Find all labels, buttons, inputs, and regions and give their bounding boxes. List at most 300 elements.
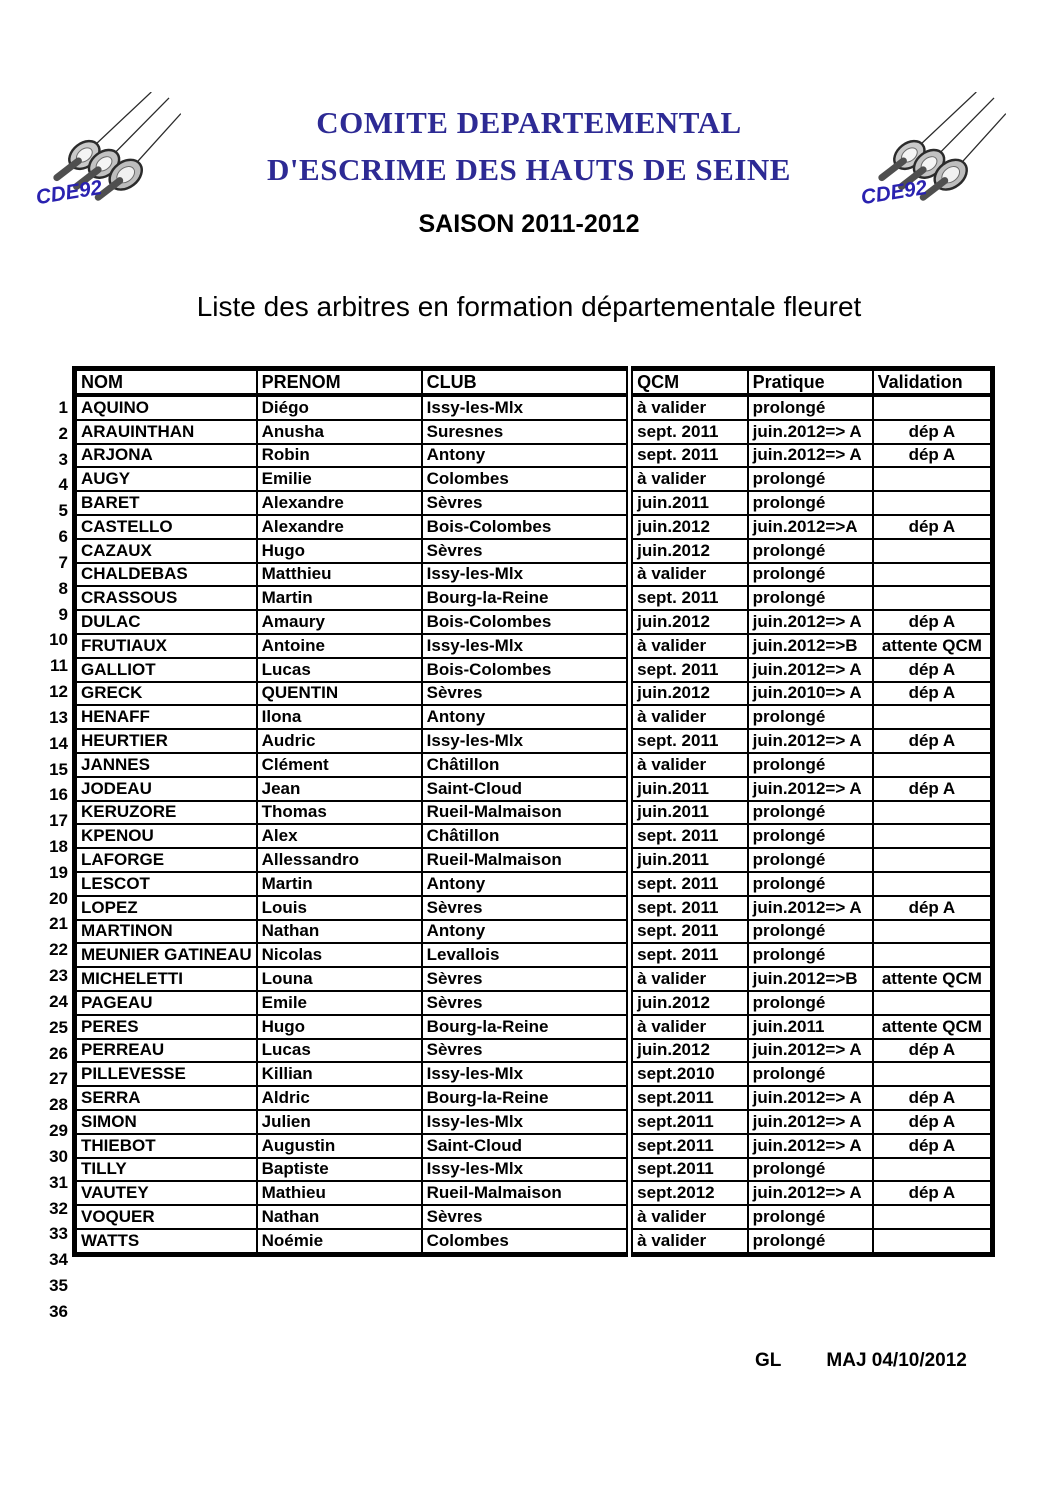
- cell-prenom: Louis: [257, 896, 422, 920]
- cell-validation: [873, 491, 993, 515]
- cell-qcm: sept. 2011: [630, 920, 748, 944]
- cell-prenom: Emile: [257, 991, 422, 1015]
- cell-club: Antony: [422, 920, 630, 944]
- column-header-validation: Validation: [873, 369, 993, 396]
- cell-pratique: prolongé: [748, 943, 873, 967]
- row-number: 18: [49, 836, 68, 856]
- cell-qcm: sept.2011: [630, 1110, 748, 1134]
- cell-qcm: sept. 2011: [630, 658, 748, 682]
- cell-validation: [873, 920, 993, 944]
- table-row: [75, 1086, 993, 1110]
- footer: [755, 1350, 967, 1372]
- table-row: [75, 896, 993, 920]
- cell-validation: [873, 539, 993, 563]
- cell-nom: GALLIOT: [75, 658, 257, 682]
- footer-initials: GL: [755, 1350, 782, 1371]
- cell-prenom: Martin: [257, 872, 422, 896]
- cell-nom: VOQUER: [75, 1205, 257, 1229]
- cell-club: Rueil-Malmaison: [422, 848, 630, 872]
- cell-qcm: juin.2012: [630, 1039, 748, 1063]
- cell-validation: [873, 563, 993, 587]
- cell-club: Colombes: [422, 1229, 630, 1254]
- table-row: [75, 395, 993, 420]
- cell-validation: [873, 1062, 993, 1086]
- cell-club: Antony: [422, 872, 630, 896]
- column-header-pratique: Pratique: [748, 369, 873, 396]
- table-row: [75, 515, 993, 539]
- cell-prenom: Amaury: [257, 610, 422, 634]
- table-row: [75, 1039, 993, 1063]
- table-row: [75, 586, 993, 610]
- cell-prenom: Killian: [257, 1062, 422, 1086]
- row-number: 8: [58, 578, 68, 598]
- cell-pratique: prolongé: [748, 872, 873, 896]
- row-number: 16: [49, 785, 68, 805]
- cell-qcm: sept. 2011: [630, 444, 748, 468]
- cell-club: Issy-les-Mlx: [422, 634, 630, 658]
- table-row: [75, 967, 993, 991]
- cell-club: Bois-Colombes: [422, 658, 630, 682]
- cell-validation: dép A: [873, 896, 993, 920]
- cell-nom: BARET: [75, 491, 257, 515]
- cell-qcm: sept.2011: [630, 1086, 748, 1110]
- cell-pratique: prolongé: [748, 395, 873, 420]
- cell-prenom: Antoine: [257, 634, 422, 658]
- row-numbers: [10, 366, 70, 1325]
- cell-pratique: juin.2012=> A: [748, 444, 873, 468]
- cell-prenom: Anusha: [257, 420, 422, 444]
- cell-pratique: juin.2012=> A: [748, 777, 873, 801]
- cell-club: Rueil-Malmaison: [422, 1181, 630, 1205]
- cell-qcm: à valider: [630, 1015, 748, 1039]
- row-number: 14: [49, 733, 68, 753]
- cell-nom: PAGEAU: [75, 991, 257, 1015]
- cell-nom: GRECK: [75, 682, 257, 706]
- cell-club: Sèvres: [422, 1205, 630, 1229]
- cell-qcm: juin.2011: [630, 801, 748, 825]
- cell-prenom: Louna: [257, 967, 422, 991]
- cell-pratique: prolongé: [748, 1158, 873, 1182]
- cell-qcm: à valider: [630, 395, 748, 420]
- cell-validation: [873, 753, 993, 777]
- cell-club: Issy-les-Mlx: [422, 395, 630, 420]
- row-number: 28: [49, 1095, 68, 1115]
- table-row: [75, 1205, 993, 1229]
- row-number: 36: [49, 1301, 68, 1321]
- table-row: [75, 1158, 993, 1182]
- cell-prenom: Hugo: [257, 539, 422, 563]
- cell-qcm: sept. 2011: [630, 729, 748, 753]
- cell-qcm: à valider: [630, 705, 748, 729]
- cell-prenom: Alexandre: [257, 491, 422, 515]
- cell-prenom: Augustin: [257, 1134, 422, 1158]
- cell-nom: CHALDEBAS: [75, 563, 257, 587]
- cde92-logo-label: CDE92: [34, 176, 104, 210]
- row-number: 23: [49, 966, 68, 986]
- row-number: 24: [49, 991, 68, 1011]
- cell-validation: [873, 467, 993, 491]
- cell-prenom: Alex: [257, 824, 422, 848]
- table-row: [75, 705, 993, 729]
- cell-nom: PERREAU: [75, 1039, 257, 1063]
- row-number: 9: [58, 604, 68, 624]
- cell-prenom: Robin: [257, 444, 422, 468]
- cell-nom: JANNES: [75, 753, 257, 777]
- cell-validation: dép A: [873, 1134, 993, 1158]
- cell-validation: [873, 943, 993, 967]
- cell-qcm: sept. 2011: [630, 943, 748, 967]
- cell-qcm: sept. 2011: [630, 586, 748, 610]
- cell-club: Châtillon: [422, 753, 630, 777]
- cell-qcm: juin.2012: [630, 682, 748, 706]
- cell-qcm: à valider: [630, 753, 748, 777]
- cell-club: Sèvres: [422, 539, 630, 563]
- row-number: 34: [49, 1250, 68, 1270]
- cell-prenom: Lucas: [257, 1039, 422, 1063]
- cell-club: Bois-Colombes: [422, 515, 630, 539]
- cell-nom: ARAUINTHAN: [75, 420, 257, 444]
- cell-nom: LAFORGE: [75, 848, 257, 872]
- cell-prenom: Baptiste: [257, 1158, 422, 1182]
- column-header-qcm: QCM: [630, 369, 748, 396]
- cell-pratique: juin.2012=> A: [748, 1134, 873, 1158]
- cell-pratique: prolongé: [748, 824, 873, 848]
- table-row: [75, 610, 993, 634]
- row-number: 19: [49, 862, 68, 882]
- cell-validation: dép A: [873, 1086, 993, 1110]
- cell-prenom: Audric: [257, 729, 422, 753]
- cell-validation: dép A: [873, 610, 993, 634]
- cell-validation: [873, 991, 993, 1015]
- cell-validation: dép A: [873, 1181, 993, 1205]
- row-number: 20: [49, 888, 68, 908]
- cell-nom: MICHELETTI: [75, 967, 257, 991]
- cell-club: Bourg-la-Reine: [422, 586, 630, 610]
- cell-nom: HENAFF: [75, 705, 257, 729]
- cell-nom: KPENOU: [75, 824, 257, 848]
- cell-qcm: juin.2012: [630, 610, 748, 634]
- cell-validation: dép A: [873, 515, 993, 539]
- cell-pratique: prolongé: [748, 920, 873, 944]
- table-row: [75, 777, 993, 801]
- cell-prenom: Nicolas: [257, 943, 422, 967]
- table-row: [75, 1110, 993, 1134]
- cell-pratique: prolongé: [748, 848, 873, 872]
- footer-updated-date: MAJ 04/10/2012: [826, 1350, 967, 1371]
- cell-pratique: juin.2010=> A: [748, 682, 873, 706]
- cell-nom: CRASSOUS: [75, 586, 257, 610]
- table-row: [75, 1229, 993, 1254]
- cell-pratique: juin.2012=>A: [748, 515, 873, 539]
- cell-nom: PERES: [75, 1015, 257, 1039]
- committee-title-line2: D'ESCRIME DES HAUTS DE SEINE: [267, 151, 791, 187]
- cell-pratique: juin.2012=> A: [748, 420, 873, 444]
- cell-qcm: à valider: [630, 1229, 748, 1254]
- cell-pratique: prolongé: [748, 539, 873, 563]
- cell-validation: dép A: [873, 444, 993, 468]
- row-number: 2: [58, 423, 68, 443]
- cell-prenom: Matthieu: [257, 563, 422, 587]
- cell-pratique: juin.2012=> A: [748, 658, 873, 682]
- row-number: 35: [49, 1276, 68, 1296]
- cell-prenom: Emilie: [257, 467, 422, 491]
- cell-pratique: juin.2011: [748, 1015, 873, 1039]
- column-header-nom: NOM: [75, 369, 257, 396]
- cell-validation: [873, 705, 993, 729]
- cell-pratique: prolongé: [748, 586, 873, 610]
- table-row: [75, 563, 993, 587]
- row-number: 17: [49, 811, 68, 831]
- row-number: 21: [49, 914, 68, 934]
- cell-pratique: prolongé: [748, 753, 873, 777]
- cell-validation: attente QCM: [873, 967, 993, 991]
- cell-validation: [873, 848, 993, 872]
- cell-pratique: juin.2012=> A: [748, 1086, 873, 1110]
- cell-pratique: prolongé: [748, 467, 873, 491]
- cell-nom: TILLY: [75, 1158, 257, 1182]
- row-number: 26: [49, 1043, 68, 1063]
- cell-nom: AQUINO: [75, 395, 257, 420]
- committee-title: [0, 100, 1058, 193]
- table-row: [75, 420, 993, 444]
- column-header-prenom: PRENOM: [257, 369, 422, 396]
- cell-prenom: QUENTIN: [257, 682, 422, 706]
- cell-prenom: Ilona: [257, 705, 422, 729]
- cell-prenom: Alexandre: [257, 515, 422, 539]
- table-row: [75, 467, 993, 491]
- row-number: 4: [58, 475, 68, 495]
- cell-qcm: à valider: [630, 967, 748, 991]
- cell-qcm: juin.2012: [630, 539, 748, 563]
- cell-prenom: Diégo: [257, 395, 422, 420]
- cell-validation: attente QCM: [873, 1015, 993, 1039]
- table-row: [75, 1015, 993, 1039]
- cell-nom: SIMON: [75, 1110, 257, 1134]
- row-number: 5: [58, 501, 68, 521]
- cell-qcm: à valider: [630, 1205, 748, 1229]
- cell-prenom: Hugo: [257, 1015, 422, 1039]
- cell-pratique: prolongé: [748, 1205, 873, 1229]
- cell-nom: CAZAUX: [75, 539, 257, 563]
- row-number: 12: [49, 682, 68, 702]
- cell-pratique: prolongé: [748, 563, 873, 587]
- cell-club: Bois-Colombes: [422, 610, 630, 634]
- table-row: [75, 1134, 993, 1158]
- cell-nom: SERRA: [75, 1086, 257, 1110]
- cell-club: Sèvres: [422, 1039, 630, 1063]
- cell-club: Issy-les-Mlx: [422, 1110, 630, 1134]
- cell-club: Châtillon: [422, 824, 630, 848]
- table-row: [75, 753, 993, 777]
- cell-nom: WATTS: [75, 1229, 257, 1254]
- table-row: [75, 539, 993, 563]
- cell-qcm: à valider: [630, 563, 748, 587]
- cell-club: Suresnes: [422, 420, 630, 444]
- cell-pratique: juin.2012=> A: [748, 1110, 873, 1134]
- cell-club: Issy-les-Mlx: [422, 563, 630, 587]
- cell-prenom: Julien: [257, 1110, 422, 1134]
- cell-club: Issy-les-Mlx: [422, 1062, 630, 1086]
- cell-pratique: prolongé: [748, 1229, 873, 1254]
- cell-club: Bourg-la-Reine: [422, 1015, 630, 1039]
- cell-club: Sèvres: [422, 991, 630, 1015]
- cell-prenom: Martin: [257, 586, 422, 610]
- cell-validation: dép A: [873, 1039, 993, 1063]
- cell-qcm: sept.2011: [630, 1134, 748, 1158]
- row-number: 6: [58, 527, 68, 547]
- cell-qcm: juin.2012: [630, 515, 748, 539]
- row-number: 1: [58, 397, 68, 417]
- cell-prenom: Nathan: [257, 920, 422, 944]
- table-row: [75, 682, 993, 706]
- cell-pratique: prolongé: [748, 801, 873, 825]
- cell-club: Sèvres: [422, 967, 630, 991]
- row-number: 13: [49, 707, 68, 727]
- cell-validation: dép A: [873, 1110, 993, 1134]
- row-number: 3: [58, 449, 68, 469]
- cde92-logo-label: CDE92: [859, 176, 929, 210]
- cell-prenom: Allessandro: [257, 848, 422, 872]
- row-number: 30: [49, 1146, 68, 1166]
- cell-qcm: sept.2012: [630, 1181, 748, 1205]
- cell-nom: HEURTIER: [75, 729, 257, 753]
- cell-validation: [873, 586, 993, 610]
- cell-pratique: juin.2012=>B: [748, 634, 873, 658]
- table-row: [75, 920, 993, 944]
- cell-nom: LOPEZ: [75, 896, 257, 920]
- cell-nom: DULAC: [75, 610, 257, 634]
- cell-club: Saint-Cloud: [422, 777, 630, 801]
- cell-validation: dép A: [873, 777, 993, 801]
- cell-prenom: Lucas: [257, 658, 422, 682]
- cell-club: Saint-Cloud: [422, 1134, 630, 1158]
- cell-qcm: sept. 2011: [630, 420, 748, 444]
- table-row: [75, 801, 993, 825]
- cell-nom: LESCOT: [75, 872, 257, 896]
- cell-prenom: Jean: [257, 777, 422, 801]
- row-number: 27: [49, 1069, 68, 1089]
- cell-nom: MARTINON: [75, 920, 257, 944]
- table-row: [75, 1181, 993, 1205]
- cell-nom: CASTELLO: [75, 515, 257, 539]
- cell-qcm: à valider: [630, 467, 748, 491]
- cell-qcm: juin.2012: [630, 991, 748, 1015]
- cell-qcm: sept.2011: [630, 1158, 748, 1182]
- cell-club: Issy-les-Mlx: [422, 729, 630, 753]
- cell-prenom: Mathieu: [257, 1181, 422, 1205]
- cell-validation: [873, 872, 993, 896]
- cell-club: Antony: [422, 705, 630, 729]
- row-number: 29: [49, 1121, 68, 1141]
- cell-pratique: prolongé: [748, 991, 873, 1015]
- referee-table-body: [75, 395, 993, 1254]
- cell-pratique: juin.2012=> A: [748, 1039, 873, 1063]
- cell-club: Sèvres: [422, 491, 630, 515]
- cell-qcm: juin.2011: [630, 848, 748, 872]
- cell-validation: [873, 1229, 993, 1254]
- cell-qcm: juin.2011: [630, 491, 748, 515]
- page-title: Liste des arbitres en formation départementale fleuret: [196, 291, 862, 322]
- row-number: 22: [49, 940, 68, 960]
- row-number: 33: [49, 1224, 68, 1244]
- cell-club: Levallois: [422, 943, 630, 967]
- cell-qcm: sept. 2011: [630, 872, 748, 896]
- cell-qcm: à valider: [630, 634, 748, 658]
- cell-validation: dép A: [873, 729, 993, 753]
- table-row: [75, 824, 993, 848]
- cell-validation: [873, 801, 993, 825]
- cell-qcm: sept.2010: [630, 1062, 748, 1086]
- cell-validation: dép A: [873, 658, 993, 682]
- table-row: [75, 444, 993, 468]
- cell-prenom: Aldric: [257, 1086, 422, 1110]
- column-header-club: CLUB: [422, 369, 630, 396]
- cell-prenom: Clément: [257, 753, 422, 777]
- cell-nom: ARJONA: [75, 444, 257, 468]
- cell-prenom: Thomas: [257, 801, 422, 825]
- cell-nom: FRUTIAUX: [75, 634, 257, 658]
- cell-prenom: Noémie: [257, 1229, 422, 1254]
- cell-pratique: prolongé: [748, 705, 873, 729]
- cell-club: Sèvres: [422, 682, 630, 706]
- table-row: [75, 658, 993, 682]
- cell-pratique: prolongé: [748, 491, 873, 515]
- committee-title-line1: COMITE DEPARTEMENTAL: [316, 105, 742, 140]
- row-number: 10: [49, 630, 68, 650]
- cell-pratique: juin.2012=>B: [748, 967, 873, 991]
- table-row: [75, 943, 993, 967]
- cell-pratique: juin.2012=> A: [748, 1181, 873, 1205]
- row-number: 15: [49, 759, 68, 779]
- cell-qcm: sept. 2011: [630, 824, 748, 848]
- table-row: [75, 729, 993, 753]
- cell-pratique: juin.2012=> A: [748, 610, 873, 634]
- cell-club: Sèvres: [422, 896, 630, 920]
- cell-club: Antony: [422, 444, 630, 468]
- cell-nom: AUGY: [75, 467, 257, 491]
- table-row: [75, 634, 993, 658]
- cell-validation: [873, 1158, 993, 1182]
- table-header-row: [75, 369, 993, 396]
- row-number: 7: [58, 552, 68, 572]
- table-row: [75, 1062, 993, 1086]
- row-number: 32: [49, 1198, 68, 1218]
- cell-nom: MEUNIER GATINEAU: [75, 943, 257, 967]
- cell-qcm: juin.2011: [630, 777, 748, 801]
- table-row: [75, 872, 993, 896]
- cell-nom: PILLEVESSE: [75, 1062, 257, 1086]
- table-row: [75, 848, 993, 872]
- cell-club: Issy-les-Mlx: [422, 1158, 630, 1182]
- row-number: 25: [49, 1017, 68, 1037]
- cell-club: Bourg-la-Reine: [422, 1086, 630, 1110]
- cell-nom: JODEAU: [75, 777, 257, 801]
- cell-pratique: prolongé: [748, 1062, 873, 1086]
- cell-pratique: juin.2012=> A: [748, 729, 873, 753]
- season-subtitle: SAISON 2011-2012: [418, 210, 640, 238]
- row-number: 31: [49, 1172, 68, 1192]
- cell-nom: VAUTEY: [75, 1181, 257, 1205]
- cell-club: Rueil-Malmaison: [422, 801, 630, 825]
- cell-validation: dép A: [873, 420, 993, 444]
- cell-nom: THIEBOT: [75, 1134, 257, 1158]
- cell-validation: [873, 824, 993, 848]
- cell-club: Colombes: [422, 467, 630, 491]
- cell-pratique: juin.2012=> A: [748, 896, 873, 920]
- table-row: [75, 991, 993, 1015]
- row-number: 11: [50, 656, 68, 676]
- cell-nom: KERUZORE: [75, 801, 257, 825]
